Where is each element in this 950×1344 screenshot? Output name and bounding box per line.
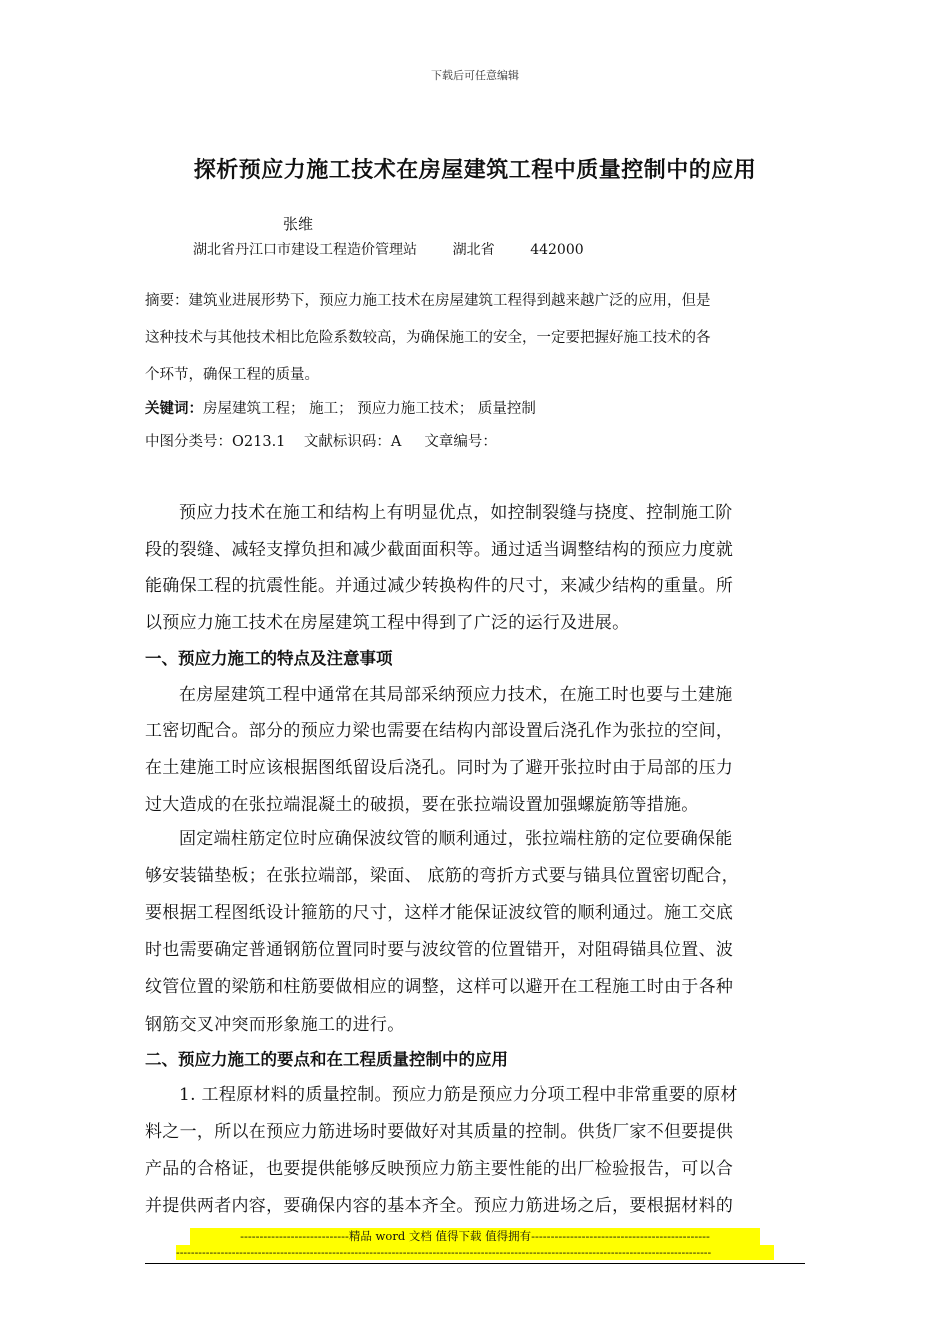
keywords-line (145, 397, 810, 418)
footer-banner-line-2: ------------------------------------------------------------------------------------------------------------------------------------------------ (176, 1245, 774, 1260)
s2-p1-line-3: 产品的合格证，也要提供能够反映预应力筋主要性能的出厂检验报告，可以合 (145, 1159, 734, 1179)
intro-line-3: 能确保工程的抗震性能。并通过减少转换构件的尺寸，来减少结构的重量。所 (145, 576, 734, 596)
footer-banner-line-1: ----------------------------精品 word 文档 值得下载 值得拥有---------------------------------------------- (190, 1228, 760, 1245)
s1-p1-line-4: 过大造成的在张拉端混凝土的破损，要在张拉端设置加强螺旋筋等措施。 (145, 795, 699, 815)
s2-p1-line-2: 料之一，所以在预应力筋进场时要做好对其质量的控制。供货厂家不但要提供 (145, 1122, 734, 1142)
keywords-text: 房屋建筑工程； 施工； 预应力施工技术； 质量控制 (203, 401, 536, 417)
abstract-text-1: 建筑业进展形势下，预应力施工技术在房屋建筑工程得到越来越广泛的应用，但是 (188, 293, 711, 309)
abstract-line-1 (145, 289, 810, 310)
section-1-heading: 一、预应力施工的特点及注意事项 (145, 649, 393, 668)
section-2-heading: 二、预应力施工的要点和在工程质量控制中的应用 (145, 1050, 508, 1069)
s1-p2-line-3: 要根据工程图纸设计箍筋的尺寸，这样才能保证波纹管的顺利通过。施工交底 (145, 903, 734, 923)
s1-p2-line-5: 纹管位置的梁筋和柱筋要做相应的调整，这样可以避开在工程施工时由于各种 (145, 977, 734, 997)
intro-line-4: 以预应力施工技术在房屋建筑工程中得到了广泛的运行及进展。 (145, 613, 630, 633)
author-name: 张维 (283, 215, 314, 233)
abstract-line-3: 个环节，确保工程的质量。 (145, 367, 319, 383)
abstract-label: 摘要： (145, 293, 189, 309)
s2-p1-line-4: 并提供两者内容，要确保内容的基本齐全。预应力筋进场之后，要根据材料的 (145, 1196, 734, 1216)
s1-p2-line-4: 时也需要确定普通钢筋位置同时要与波纹管的位置错开，对阻碍锚具位置、波 (145, 940, 734, 960)
s2-p1-line-1: 1. 工程原材料的质量控制。预应力筋是预应力分项工程中非常重要的原材 (179, 1085, 738, 1105)
author-affiliation: 湖北省丹江口市建设工程造价管理站 湖北省 442000 (193, 242, 584, 258)
abstract-line-2: 这种技术与其他技术相比危险系数较高，为确保施工的安全，一定要把握好施工技术的各 (145, 330, 711, 346)
s1-p2-line-2: 够安装锚垫板；在张拉端部，梁面、 底筋的弯折方式要与锚具位置密切配合， (145, 866, 739, 886)
header-note: 下载后可任意编辑 (431, 69, 519, 82)
s1-p1-line-2: 工密切配合。部分的预应力梁也需要在结构内部设置后浇孔作为张拉的空间， (145, 721, 734, 741)
intro-line-2: 段的裂缝、减轻支撑负担和减少截面面积等。通过适当调整结构的预应力度就 (145, 540, 734, 560)
s1-p1-line-3: 在土建施工时应该根据图纸留设后浇孔。同时为了避开张拉时由于局部的压力 (145, 758, 734, 778)
intro-line-1: 预应力技术在施工和结构上有明显优点，如控制裂缝与挠度、控制施工阶 (179, 503, 733, 523)
article-title: 探析预应力施工技术在房屋建筑工程中质量控制中的应用 (193, 158, 757, 183)
keywords-label: 关键词： (145, 401, 203, 417)
footer-divider (145, 1263, 805, 1264)
s1-p2-line-6: 钢筋交叉冲突而形象施工的进行。 (145, 1015, 405, 1035)
s1-p2-line-1: 固定端柱筋定位时应确保波纹管的顺利通过，张拉端柱筋的定位要确保能 (179, 829, 733, 849)
classification-line: 中图分类号：O213.1 文献标识码：A 文章编号： (145, 434, 497, 450)
s1-p1-line-1: 在房屋建筑工程中通常在其局部采纳预应力技术，在施工时也要与土建施 (179, 685, 733, 705)
